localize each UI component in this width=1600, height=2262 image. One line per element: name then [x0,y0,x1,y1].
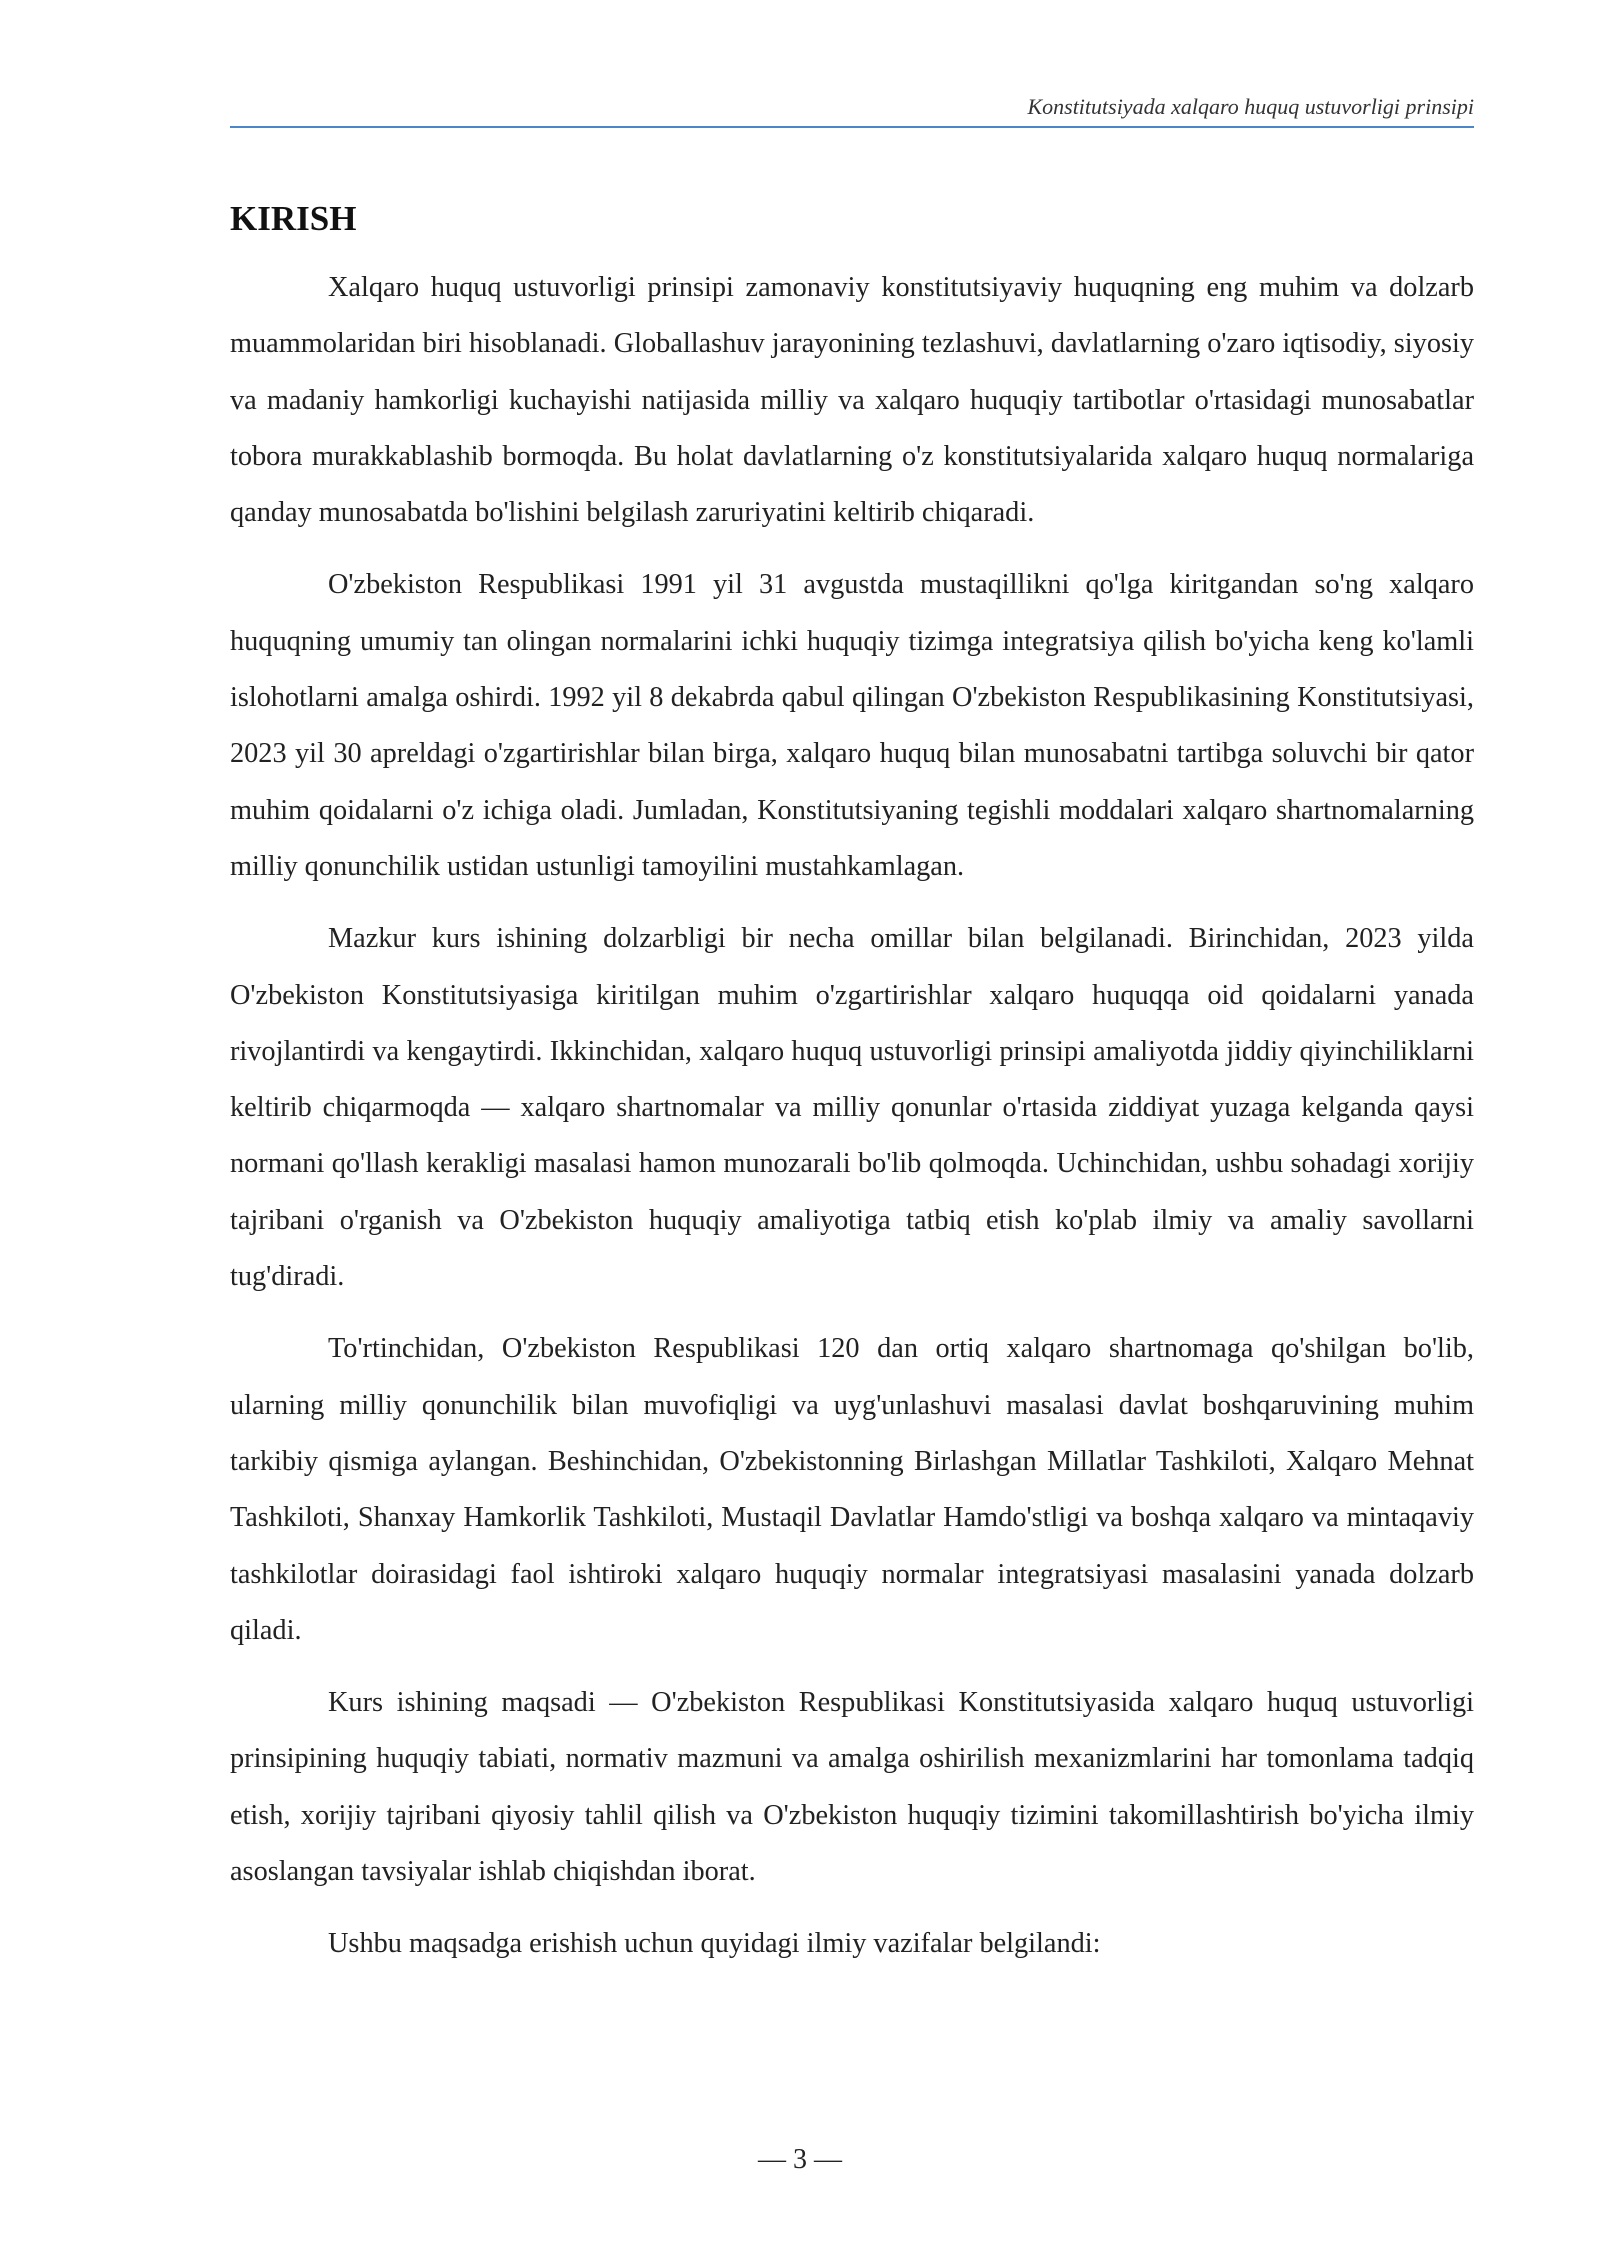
header-rule [230,126,1474,128]
paragraph-1: Xalqaro huquq ustuvorligi prinsipi zamonaviy konstitutsiyaviy huquqning eng muhim va dolzarb muammolaridan biri hisoblanadi. Globallashuv jarayonining tezlashuvi, davlatlarning o'zaro iqtisodiy, siyosiy va madaniy hamkorligi kuchayishi natijasida milliy va xalqaro huquqiy tartibotlar o'rtasidagi munosabatlar tobora murakkablashib bormoqda. Bu holat davlatlarning o'z konstitutsiyalarida xalqaro huquq normalariga qanday munosabatda bo'lishini belgilash zaruriyatini keltirib chiqaradi. [230,272,1474,529]
paragraph-3: Mazkur kurs ishining dolzarbligi bir necha omillar bilan belgilanadi. Birinchidan, 2023 yilda O'zbekiston Konstitutsiyasiga kiritilgan muhim o'zgartirishlar xalqaro huquqqa oid qoidalarni yanada rivojlantirdi va kengaytirdi. Ikkinchidan, xalqaro huquq ustuvorligi prinsipi amaliyotda jiddiy qiyinchiliklarni keltirib chiqarmoqda — xalqaro shartnomalar va milliy qonunlar o'rtasida ziddiyat yuzaga kelganda qaysi normani qo'llash kerakligi masalasi hamon munozarali bo'lib qolmoqda. Uchinchidan, ushbu sohadagi xorijiy tajribani o'rganish va O'zbekiston huquqiy amaliyotiga tatbiq etish ko'plab ilmiy va amaliy savollarni tug'diradi. [230,923,1474,1293]
paragraph-2: O'zbekiston Respublikasi 1991 yil 31 avgustda mustaqillikni qo'lga kiritgandan so'ng xalqaro huquqning umumiy tan olingan normalarini ichki huquqiy tizimga integratsiya qilish bo'yicha keng ko'lamli islohotlarni amalga oshirdi. 1992 yil 8 dekabrda qabul qilingan O'zbekiston Respublikasining Konstitutsiyasi, 2023 yil 30 apreldagi o'zgartirishlar bilan birga, xalqaro huquq bilan munosabatni tartibga soluvchi bir qator muhim qoidalarni o'z ichiga oladi. Jumladan, Konstitutsiyaning tegishli moddalari xalqaro shartnomalarning milliy qonunchilik ustidan ustunligi tamoyilini mustahkamlagan. [230,569,1474,882]
paragraph-6: Ushbu maqsadga erishish uchun quyidagi ilmiy vazifalar belgilandi: [328,1928,1101,1960]
paragraph-4: To'rtinchidan, O'zbekiston Respublikasi 120 dan ortiq xalqaro shartnomaga qo'shilgan bo'lib, ularning milliy qonunchilik bilan muvofiqligi va uyg'unlashuvi masalasi davlat boshqaruvining muhim tarkibiy qismiga aylangan. Beshinchidan, O'zbekistonning Birlashgan Millatlar Tashkiloti, Xalqaro Mehnat Tashkiloti, Shanxay Hamkorlik Tashkiloti, Mustaqil Davlatlar Hamdo'stligi va boshqa xalqaro va mintaqaviy tashkilotlar doirasidagi faol ishtiroki xalqaro huquqiy normalar integratsiyasi masalasini yanada dolzarb qiladi. [230,1333,1474,1646]
page-number: — 3 — [758,2144,842,2175]
section-title: KIRISH [230,199,357,238]
paragraph-5: Kurs ishining maqsadi — O'zbekiston Respublikasi Konstitutsiyasida xalqaro huquq ustuvorligi prinsipining huquqiy tabiati, normativ mazmuni va amalga oshirilish mexanizmlarini har tomonlama tadqiq etish, xorijiy tajribani qiyosiy tahlil qilish va O'zbekiston huquqiy tizimini takomillashtirish bo'yicha ilmiy asoslangan tavsiyalar ishlab chiqishdan iborat. [230,1687,1474,1888]
page-content [230,190,1474,1989]
running-header: Konstitutsiyada xalqaro huquq ustuvorligi prinsipi [1027,94,1474,119]
